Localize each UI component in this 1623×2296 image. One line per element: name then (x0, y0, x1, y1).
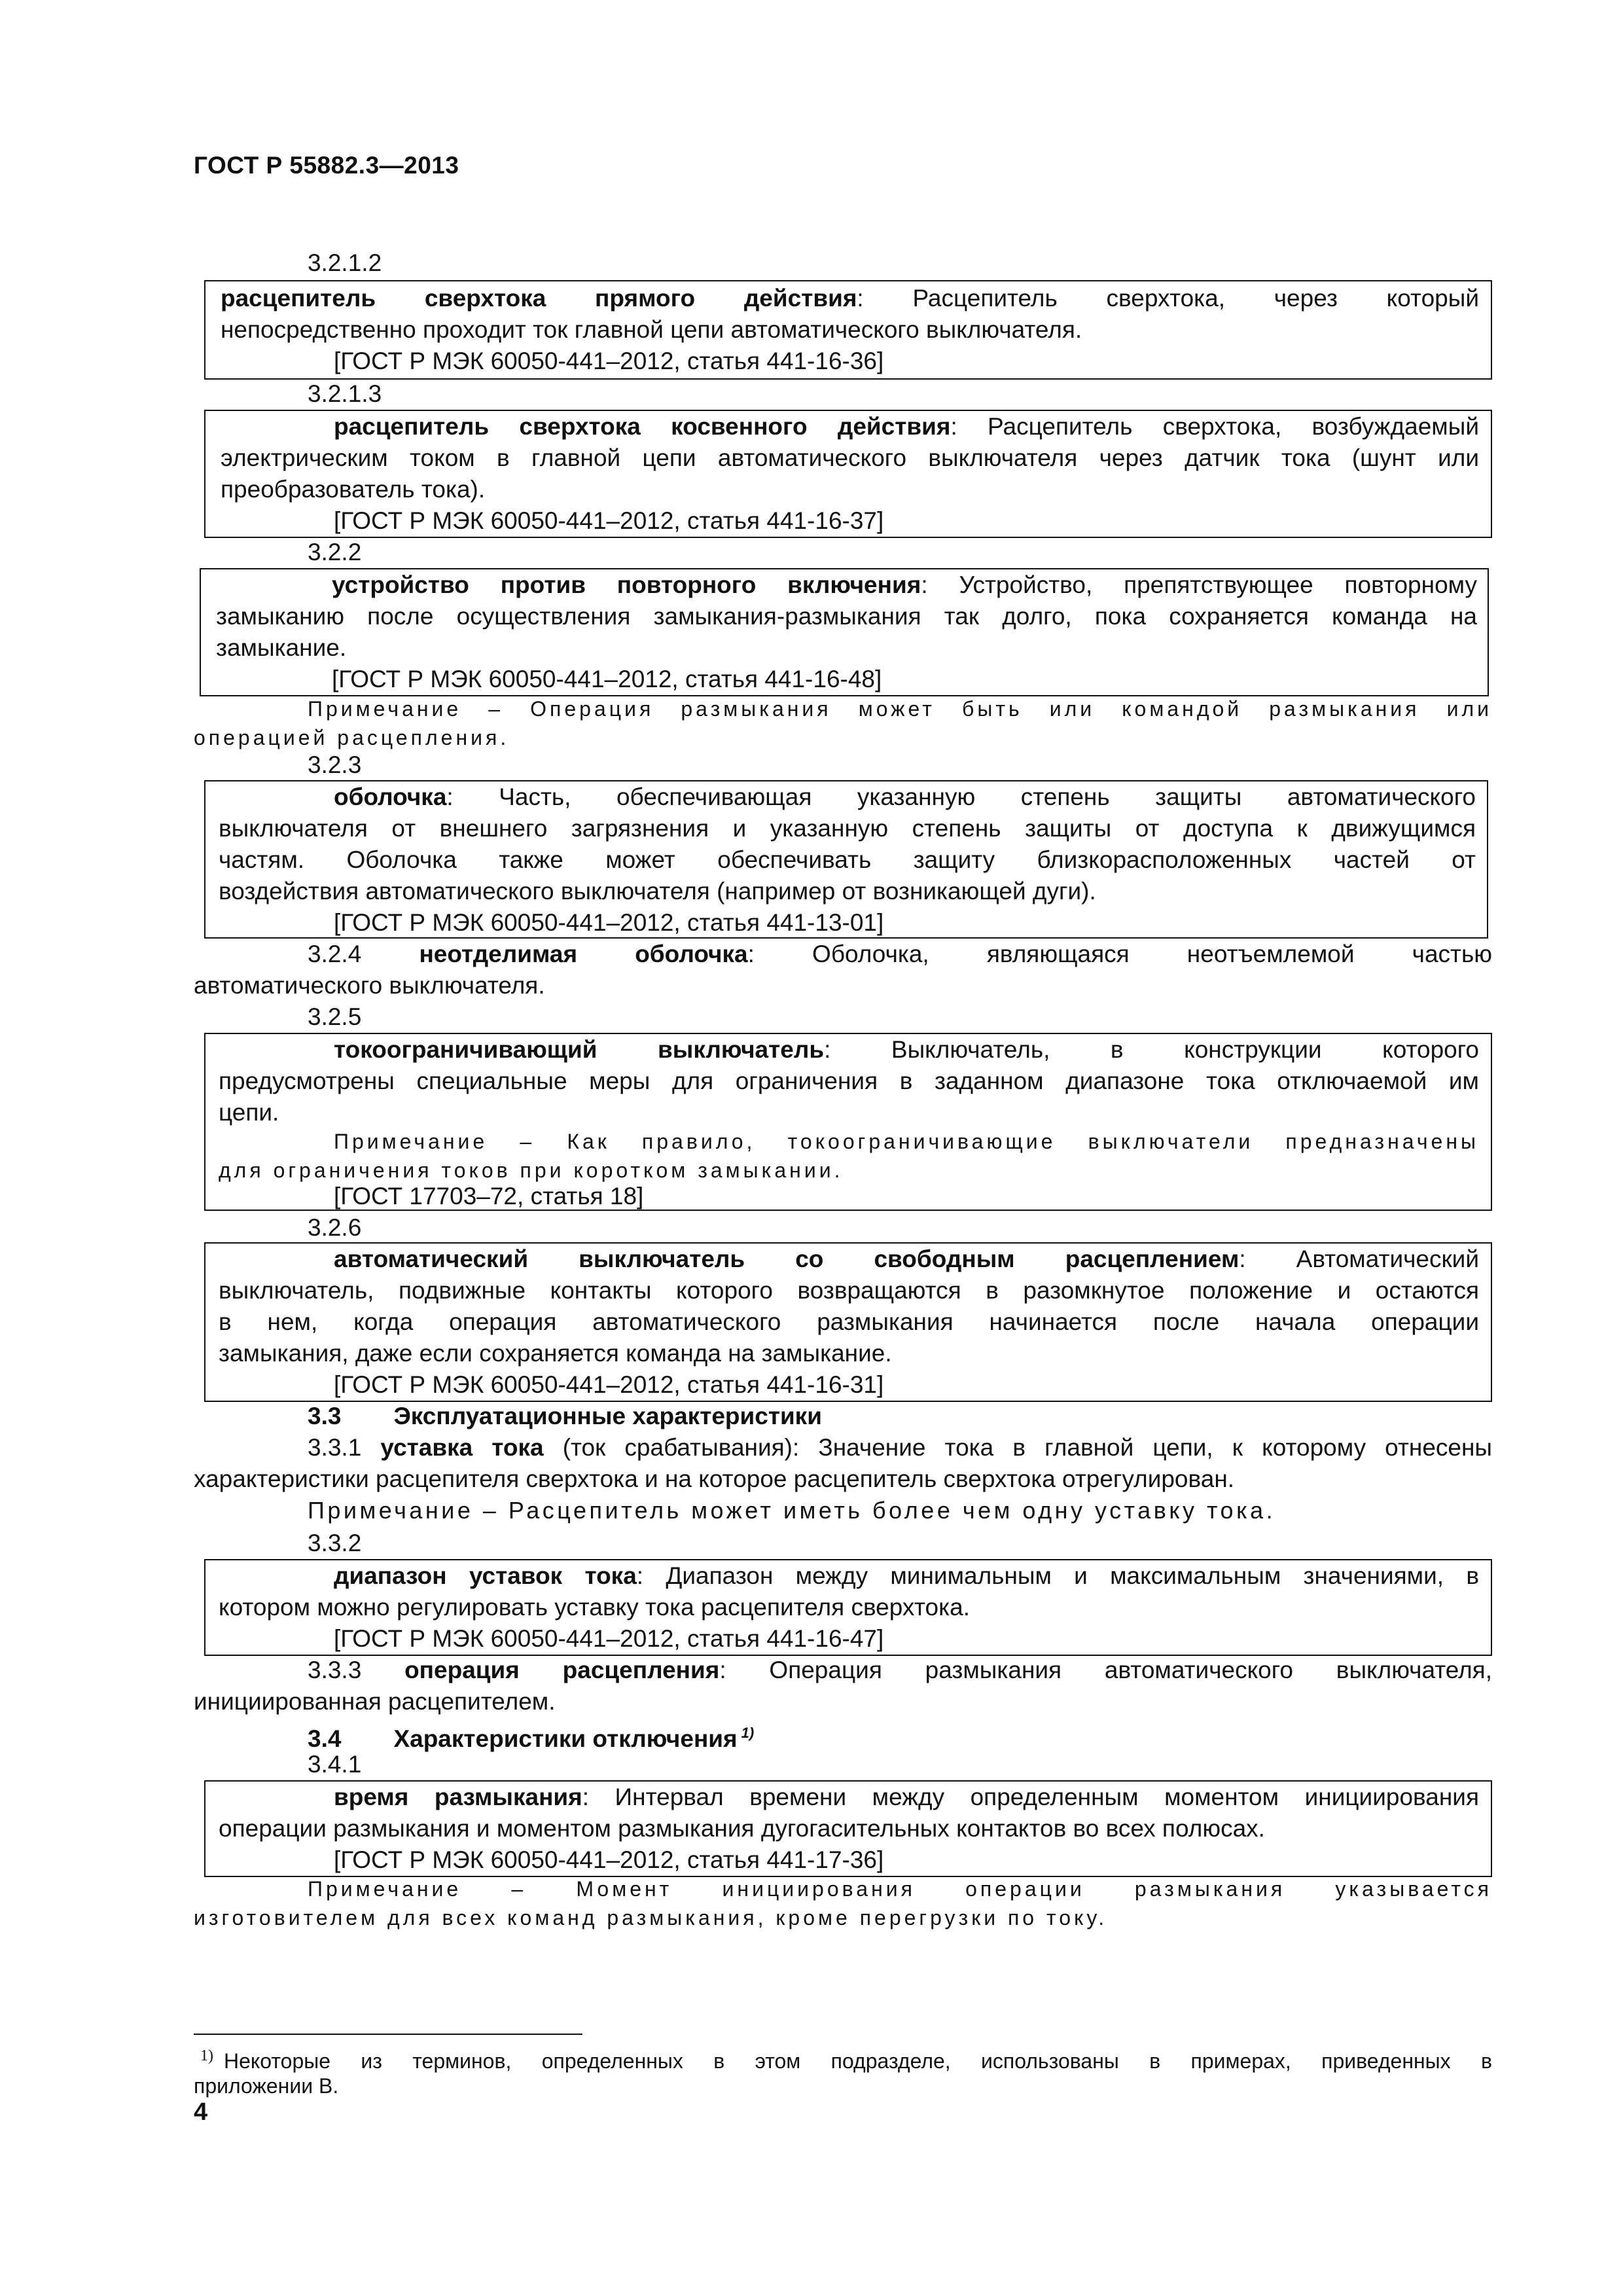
term-definition-line: предусмотрены специальные меры для ограничения в заданном диапазоне тока отключаемой им (219, 1067, 1479, 1094)
term-name: уставка тока (380, 1434, 544, 1461)
footnote-reference: 1) (741, 1725, 755, 1741)
term-reference: [ГОСТ Р МЭК 60050-441–2012, статья 441-13-01] (334, 909, 884, 936)
term-definition-line: оболочка: Часть, обеспечивающая указанную степень защиты автоматического (334, 783, 1476, 810)
note-line: изготовителем для всех команд размыкания, кроме перегрузки по току. (194, 1906, 1108, 1929)
footnote-text: приложении В. (194, 2074, 339, 2098)
term-definition-line: преобразователь тока). (221, 476, 486, 503)
term-definition-line: замыкания, даже если сохраняется команда на замыкание. (219, 1340, 892, 1367)
term-name: расцепитель сверхтока косвенного действия (334, 413, 951, 440)
term-name: неотделимая оболочка (419, 941, 748, 967)
entry-number: 3.4.1 (308, 1751, 362, 1778)
term-definition-line: 3.3.1 уставка тока (ток срабатывания): Значение тока в главной цепи, к которому отнесены (308, 1434, 1493, 1461)
term-name: операция расцепления (404, 1657, 720, 1683)
term-definition-line: выключателя от внешнего загрязнения и указанную степень защиты от доступа к движущимся (219, 815, 1476, 842)
entry-number: 3.2.1.2 (308, 249, 382, 276)
term-name: оболочка (334, 783, 447, 810)
term-reference: [ГОСТ Р МЭК 60050-441–2012, статья 441-16-31] (334, 1371, 884, 1398)
note-line: Примечание – Момент инициирования операции размыкания указывается (308, 1877, 1492, 1901)
term-definition-line: воздействия автоматического выключателя (например от возникающей дуги). (219, 878, 1096, 905)
entry-number: 3.2.3 (308, 751, 362, 778)
entry-number: 3.3.1 (308, 1434, 362, 1461)
footnote-separator (194, 2034, 582, 2035)
page-number: 4 (194, 2098, 208, 2126)
entry-number: 3.2.5 (308, 1003, 362, 1030)
term-reference: [ГОСТ 17703–72, статья 18] (334, 1183, 644, 1210)
term-definition-line: характеристики расцепителя сверхтока и на которое расцепитель сверхтока отрегулирован. (194, 1465, 1235, 1492)
term-name: устройство против повторного включения (332, 571, 921, 598)
term-definition-line: 3.2.4 неотделимая оболочка: Оболочка, являющаяся неотъемлемой частью (308, 941, 1493, 967)
term-name: время размыкания (334, 1784, 582, 1810)
term-definition-line: электрическим током в главной цепи автоматического выключателя через датчик тока (шунт или (221, 444, 1479, 471)
term-definition-line: время размыкания: Интервал времени между определенным моментом инициирования (334, 1784, 1479, 1810)
term-definition-line: непосредственно проходит ток главной цепи автоматического выключателя. (221, 316, 1082, 343)
term-name: расцепитель сверхтока прямого действия (221, 285, 857, 312)
term-definition-line: автоматический выключатель со свободным расцеплением: Автоматический (334, 1246, 1479, 1272)
term-reference: [ГОСТ Р МЭК 60050-441–2012, статья 441-17-36] (334, 1846, 884, 1873)
entry-number: 3.2.4 (308, 941, 362, 967)
entry-number: 3.2.6 (308, 1214, 362, 1241)
term-definition-line: выключатель, подвижные контакты которого возвращаются в разомкнутое положение и остаются (219, 1277, 1479, 1304)
term-name: автоматический выключатель со свободным расцеплением (334, 1246, 1240, 1272)
section-heading: 3.3 Эксплуатационные характеристики (308, 1403, 822, 1429)
section-heading: 3.4 Характеристики отключения $^{1)}$ (308, 1725, 755, 1752)
term-reference: [ГОСТ Р МЭК 60050-441–2012, статья 441-16-47] (334, 1625, 884, 1652)
term-definition-line: в нем, когда операция автоматического размыкания начинается после начала операции (219, 1308, 1479, 1335)
term-name: токоограничивающий выключатель (334, 1036, 825, 1063)
term-definition-line: устройство против повторного включения: Устройство, препятствующее повторному (332, 571, 1477, 598)
note-line: для ограничения токов при коротком замыкании. (219, 1158, 844, 1182)
entry-number: 3.2.1.3 (308, 380, 382, 407)
footnote-text: $^{1)}$ Некоторые из терминов, определенных в этом подразделе, использованы в примерах, приведенных в (200, 2047, 1492, 2073)
document-header: ГОСТ Р 55882.3—2013 (194, 152, 459, 179)
note-line: Примечание – Операция размыкания может быть или командой размыкания или (308, 697, 1492, 721)
term-definition-line: автоматического выключателя. (194, 972, 545, 999)
term-reference: [ГОСТ Р МЭК 60050-441–2012, статья 441-16-48] (332, 666, 882, 692)
term-reference: [ГОСТ Р МЭК 60050-441–2012, статья 441-16-37] (334, 507, 884, 534)
term-definition-line: операции размыкания и моментом размыкания дугогасительных контактов во всех полюсах. (219, 1815, 1265, 1842)
term-definition-line: цепи. (219, 1099, 279, 1126)
term-definition-line: расцепитель сверхтока прямого действия: Расцепитель сверхтока, через который (221, 285, 1479, 312)
footnote-mark: 1) (200, 2047, 213, 2064)
term-definition-line: диапазон уставок тока: Диапазон между минимальным и максимальным значениями, в (334, 1562, 1479, 1589)
term-reference: [ГОСТ Р МЭК 60050-441–2012, статья 441-16-36] (334, 348, 884, 374)
term-name: диапазон уставок тока (334, 1562, 637, 1589)
note-line: Примечание – Как правило, токоограничивающие выключатели предназначены (334, 1130, 1479, 1153)
entry-number: 3.3.2 (308, 1530, 362, 1556)
term-definition-line: расцепитель сверхтока косвенного действия: Расцепитель сверхтока, возбуждаемый (334, 413, 1479, 440)
entry-number: 3.2.2 (308, 539, 362, 565)
term-definition-line: инициированная расцепителем. (194, 1688, 556, 1715)
entry-number: 3.3.3 (308, 1657, 362, 1683)
term-definition-line: котором можно регулировать уставку тока расцепителя сверхтока. (219, 1594, 970, 1621)
term-definition-line: замыканию после осуществления замыкания-размыкания так долго, пока сохраняется команда на (216, 603, 1477, 630)
term-definition-line: 3.3.3 операция расцепления: Операция размыкания автоматического выключателя, (308, 1657, 1492, 1683)
term-definition-line: частям. Оболочка также может обеспечивать защиту близкорасположенных частей от (219, 846, 1476, 873)
term-definition-line: замыкание. (216, 634, 347, 661)
note-line: операцией расцепления. (194, 726, 510, 749)
note-line: Примечание – Расцепитель может иметь более чем одну уставку тока. (308, 1497, 1276, 1524)
term-definition-line: токоограничивающий выключатель: Выключатель, в конструкции которого (334, 1036, 1479, 1063)
